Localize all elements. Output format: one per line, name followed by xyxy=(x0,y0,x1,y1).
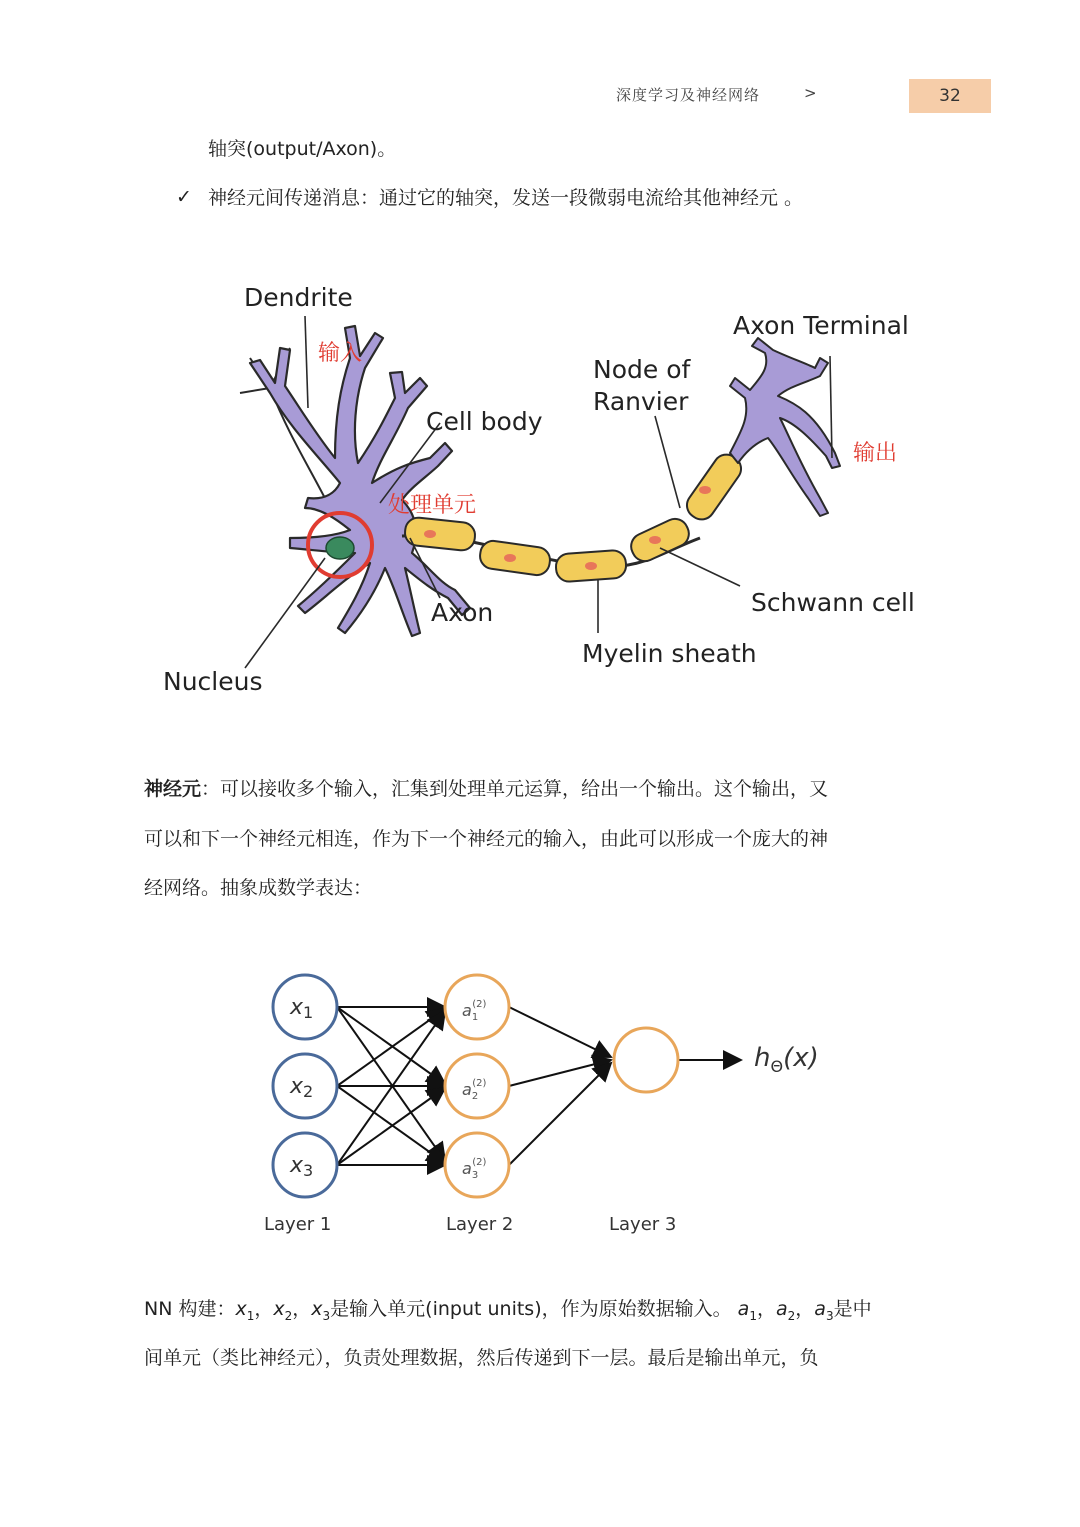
label-processing-cn: 处理单元 xyxy=(388,493,477,518)
intro-line: 轴突(output/Axon)。 xyxy=(208,138,397,160)
paragraph1-line2: 可以和下一个神经元相连，作为下一个神经元的输入，由此可以形成一个庞大的神 xyxy=(144,828,829,850)
label-myelin-sheath: Myelin sheath xyxy=(582,639,757,668)
label-cell-body: Cell body xyxy=(426,407,543,436)
label-nucleus: Nucleus xyxy=(163,667,263,696)
page-number: 32 xyxy=(939,86,961,106)
paragraph1-line3: 经网络。抽象成数学表达： xyxy=(144,877,373,899)
paragraph2-line1: NN 构建：$x_1$，$x_2$，$x_3$是输入单元(input units)，作为原始数据输入。 $a_1$，$a_2$，$a_3$是中 xyxy=(144,1298,872,1323)
label-output-cn: 输出 xyxy=(853,441,898,466)
output-label: $h_\Theta(x)$ xyxy=(754,1043,819,1076)
term-neuron: 神经元 xyxy=(144,778,202,800)
label-node-of: Node of xyxy=(593,355,691,384)
layer-label-3: Layer 3 xyxy=(609,1214,677,1235)
hidden-label-1: $a_1(2)$ xyxy=(462,999,487,1023)
hidden-label-2: $a_2(2)$ xyxy=(462,1078,487,1102)
neural-network-diagram xyxy=(236,960,846,1250)
layer-label-2: Layer 2 xyxy=(446,1214,514,1235)
paragraph2-line2: 间单元（类比神经元），负责处理数据，然后传递到下一层。最后是输出单元，负 xyxy=(144,1347,819,1369)
bullet-text: 神经元间传递消息：通过它的轴突，发送一段微弱电流给其他神经元 。 xyxy=(208,187,804,209)
input-label-2: x2 xyxy=(290,1074,314,1101)
paragraph1-line1: 神经元：可以接收多个输入，汇集到处理单元运算，给出一个输出。这个输出，又 xyxy=(144,778,829,800)
header-arrow: > xyxy=(804,84,817,102)
nucleus-shape xyxy=(326,537,354,559)
label-input-cn: 输入 xyxy=(318,341,363,366)
label-ranvier: Ranvier xyxy=(593,387,689,416)
layer-label-1: Layer 1 xyxy=(264,1214,332,1235)
check-icon: ✓ xyxy=(176,186,192,208)
neuron-diagram xyxy=(140,268,940,718)
input-label-3: x3 xyxy=(290,1153,314,1180)
page-number-badge xyxy=(909,79,991,113)
hidden-label-3: $a_3(2)$ xyxy=(462,1157,487,1181)
input-label-1: x1 xyxy=(290,995,314,1022)
label-dendrite: Dendrite xyxy=(244,283,353,312)
label-axon-terminal: Axon Terminal xyxy=(733,311,909,340)
output-node xyxy=(614,1028,678,1092)
label-schwann-cell: Schwann cell xyxy=(751,588,915,617)
header-title: 深度学习及神经网络 xyxy=(616,86,761,104)
label-axon: Axon xyxy=(431,598,494,627)
